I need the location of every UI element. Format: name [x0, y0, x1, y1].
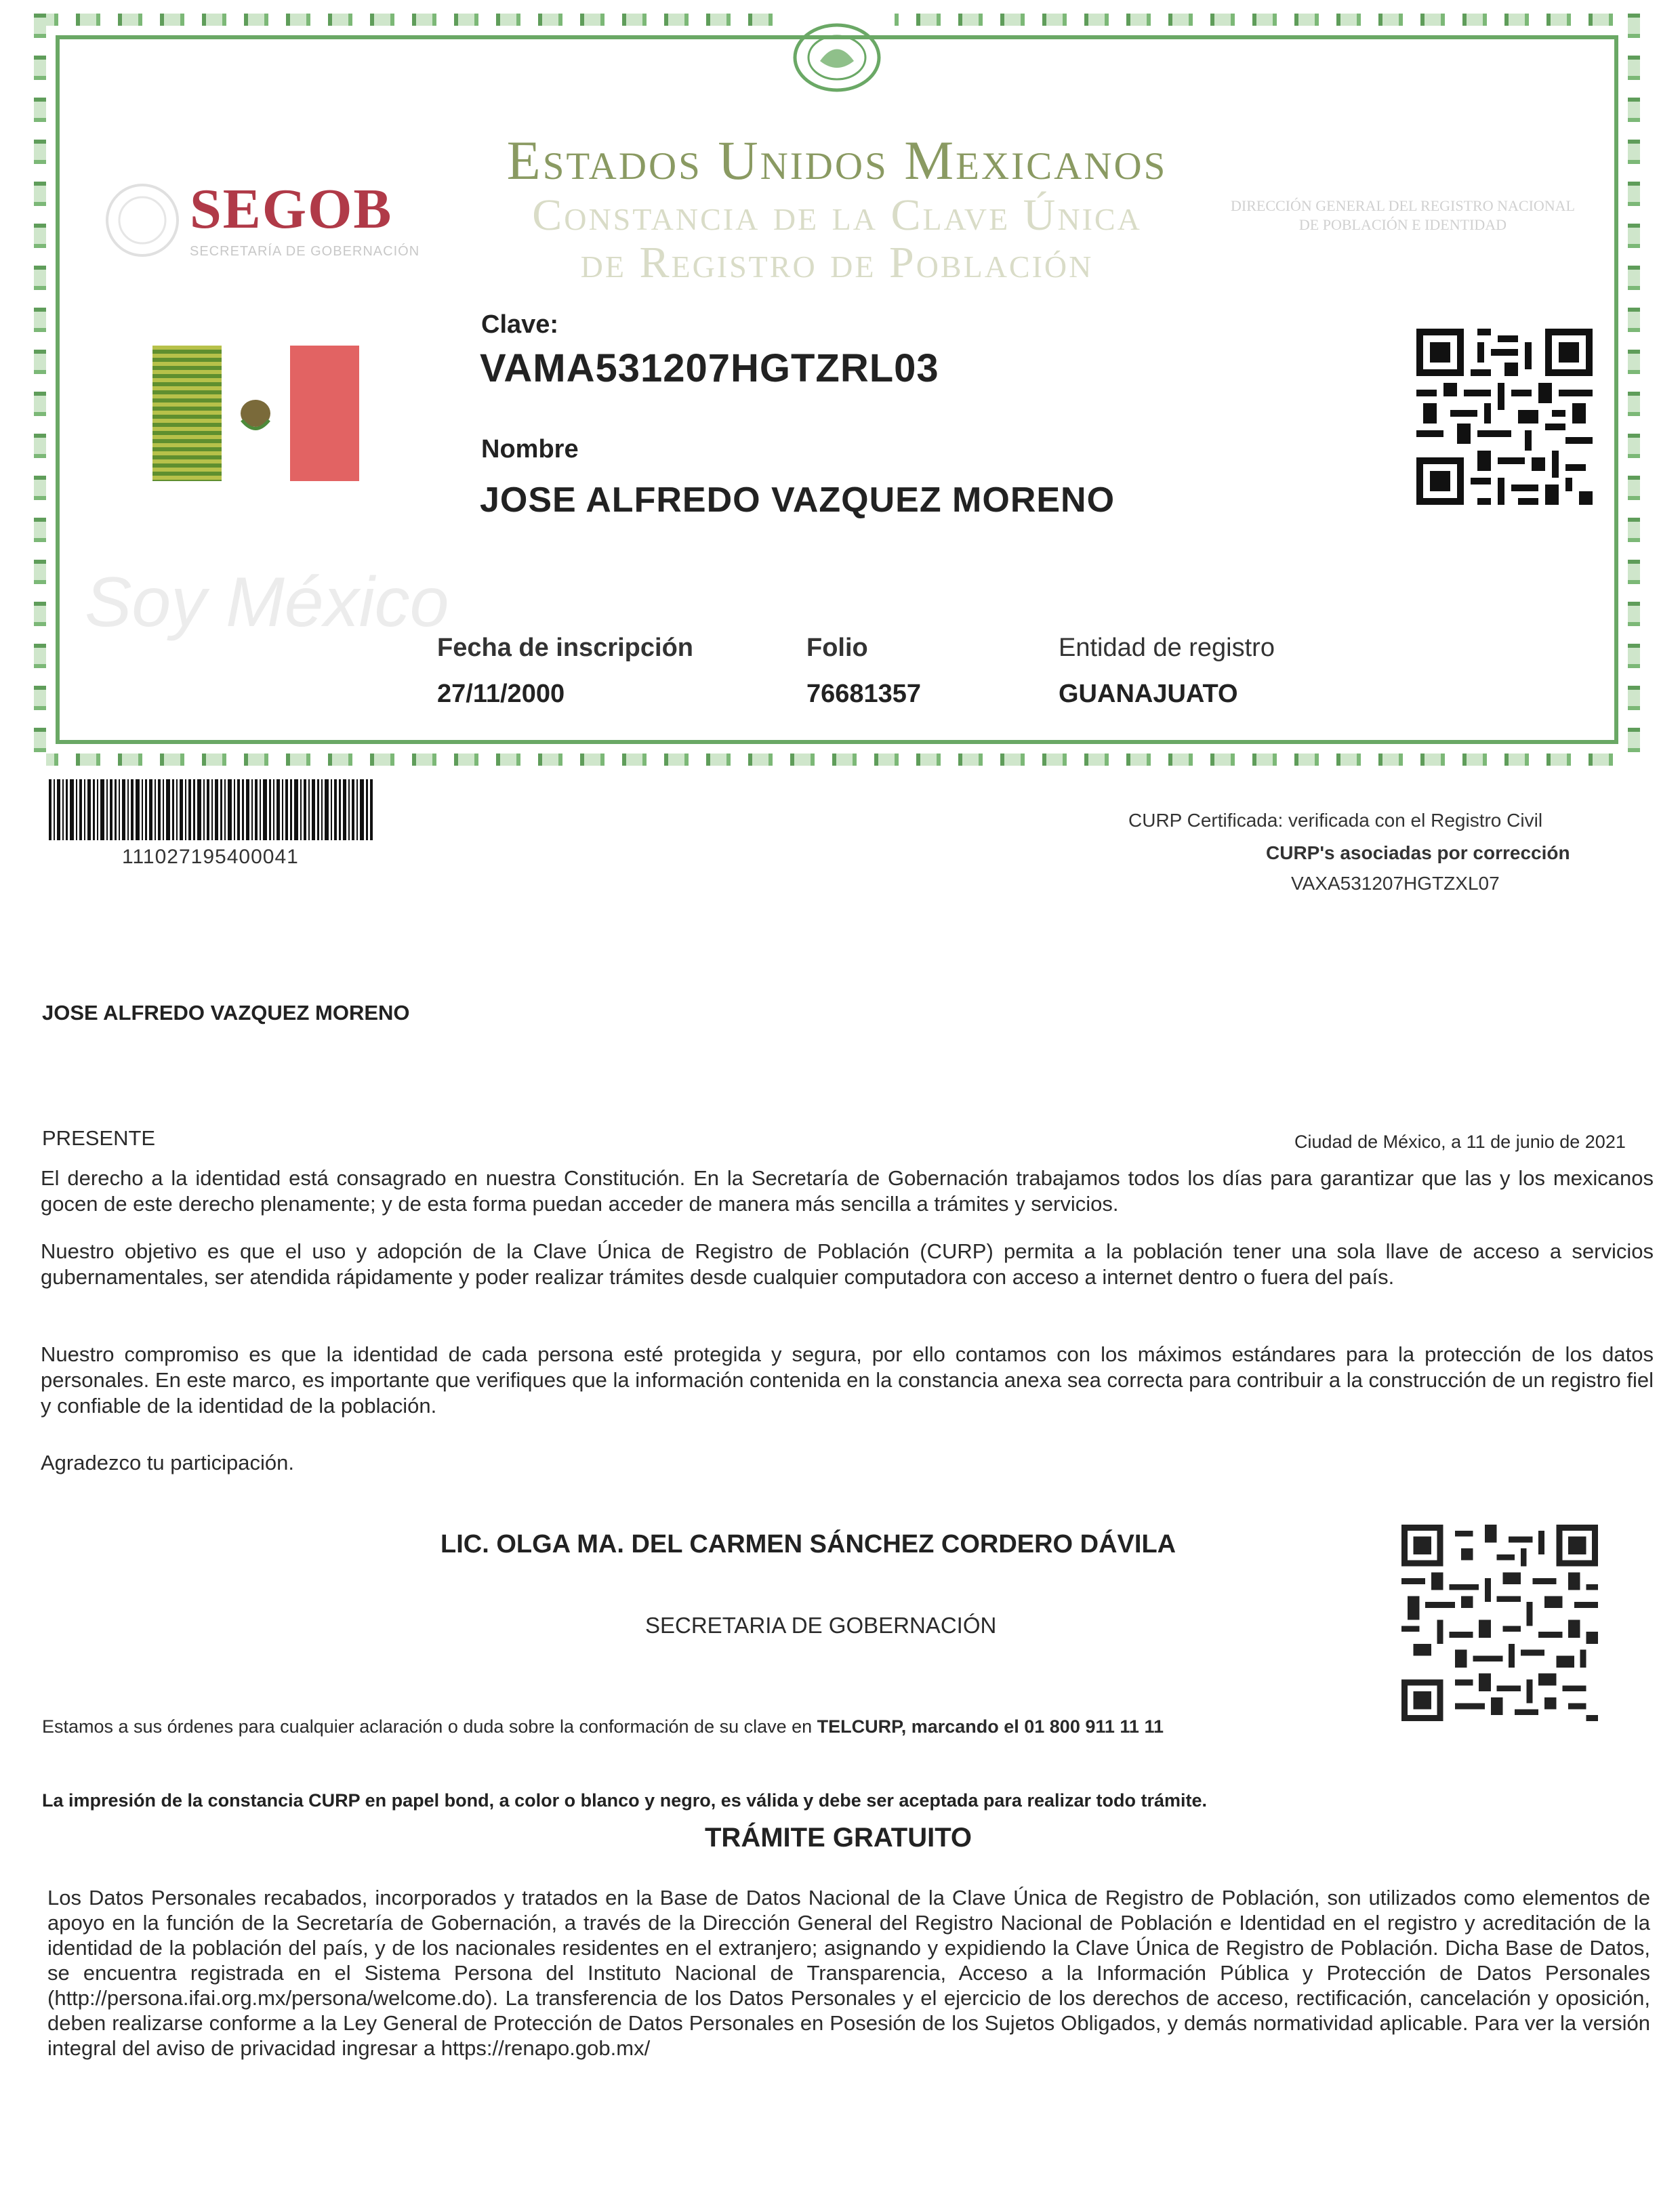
country-title: Estados Unidos Mexicanos	[506, 129, 1168, 191]
place-date: Ciudad de México, a 11 de junio de 2021	[1294, 1132, 1626, 1152]
entidad-value: GUANAJUATO	[1059, 680, 1238, 708]
document-title-line2: de Registro de Población	[580, 238, 1094, 287]
soy-mexico-watermark: Soy México	[85, 563, 449, 642]
signer-name: LIC. OLGA MA. DEL CARMEN SÁNCHEZ CORDERO DÁVILA	[441, 1530, 1176, 1559]
letter-recipient: JOSE ALFREDO VAZQUEZ MORENO	[42, 1001, 410, 1025]
curp-certificate	[34, 14, 1640, 766]
eagle-emblem-icon	[102, 180, 183, 261]
privacy-notice: Los Datos Personales recabados, incorporados y tratados en la Base de Datos Nacional de la Clave Única de Registro de Población, son utilizados como elementos de apoyo en la función de la Secretaría de Gobernación, a través de la Dirección General del Registro Nacional de Población e Identidad en el registro y acreditación de la identidad de la población del país, y de los nacionales residentes en el extranjero; asignando y expidiendo la Clave Única de Registro de Población. Dicha Base de Datos, se encuentra registrada en el Sistema Persona del Instituto Nacional de Transparencia, Acceso a la Información Pública y Protección de Datos Personales (http://persona.ifai.org.mx/persona/welcome.do). La transferencia de los Datos Personales y el ejercicio de los derechos de acceso, rectificación, cancelación y oposición, deben realizarse conforme a la Ley General de Protección de Datos Personales en Posesión de los Sujetos Obligados, y demás normatividad aplicable. Para ver la versión integral del aviso de privacidad ingresar a https://renapo.gob.mx/	[47, 1886, 1650, 2060]
paragraph-4: Agradezco tu participación.	[41, 1451, 294, 1474]
nombre-value: JOSE ALFREDO VAZQUEZ MORENO	[480, 480, 1115, 520]
barcode-icon	[49, 779, 374, 840]
curp-associated-value: VAXA531207HGTZXL07	[1291, 873, 1500, 894]
free-procedure: TRÁMITE GRATUITO	[705, 1823, 972, 1853]
qr-code-signature-icon	[1401, 1525, 1598, 1721]
paragraph-3: Nuestro compromiso es que la identidad de cada persona esté protegida y segura, por ello contamos con los máximos estándares para la protección de los datos personales. En este marco, es importante que verifiques que la información contenida en la constancia anexa sea correcta para contribuir a la construcción de un registro fiel y confiable de la identidad de la población.	[41, 1342, 1654, 1418]
barcode-number: 111027195400041	[122, 846, 299, 868]
curp-certified-status: CURP Certificada: verificada con el Registro Civil	[1128, 810, 1543, 831]
fecha-value: 27/11/2000	[437, 680, 565, 708]
segob-subtitle: SECRETARÍA DE GOBERNACIÓN	[190, 244, 420, 259]
paragraph-2: Nuestro objetivo es que el uso y adopción de la Clave Única de Registro de Población (CURP) permita a la población tener una sola llave de acceso a servicios gubernamentales, ser atendida rápidamente y poder realizar trámites desde cualquier computadora con acceso a internet dentro o fuera del país.	[41, 1239, 1654, 1289]
validity-notice: La impresión de la constancia CURP en papel bond, a color o blanco y negro, es válida y debe ser aceptada para realizar todo trámite.	[42, 1790, 1208, 1811]
mexican-flag	[152, 346, 359, 481]
signer-title: SECRETARIA DE GOBERNACIÓN	[645, 1613, 997, 1638]
registry-name: DIRECCIÓN GENERAL DEL REGISTRO NACIONAL DE POBLACIÓN E IDENTIDAD	[1231, 197, 1575, 233]
contact-line	[42, 1716, 1164, 1737]
entidad-label: Entidad de registro	[1059, 634, 1275, 662]
fecha-label: Fecha de inscripción	[437, 634, 693, 662]
folio-label: Folio	[806, 634, 868, 662]
frame-border-right	[1628, 14, 1640, 766]
frame-border-left	[34, 14, 46, 766]
presente-text: PRESENTE	[42, 1126, 156, 1150]
document-title-line1: Constancia de la Clave Única	[532, 190, 1142, 240]
contact-prefix: Estamos a sus órdenes para cualquier aclaración o duda sobre la conformación de su clave en	[42, 1716, 817, 1737]
qr-code-icon	[1416, 329, 1593, 505]
frame-border-bottom	[34, 754, 1640, 766]
segob-logo: SEGOB	[190, 178, 393, 241]
flag-eagle-icon	[222, 346, 290, 481]
curp-associated-title: CURP's asociadas por corrección	[1266, 842, 1570, 863]
clave-value: VAMA531207HGTZRL03	[480, 346, 939, 390]
contact-telcurp: TELCURP, marcando el 01 800 911 11 11	[817, 1716, 1164, 1737]
national-seal-icon	[779, 14, 895, 95]
folio-value: 76681357	[806, 680, 922, 708]
paragraph-1: El derecho a la identidad está consagrado en nuestra Constitución. En la Secretaría de Gobernación trabajamos todos los días para garantizar que las y los mexicanos gocen de este derecho plenamente; y de esta forma puedan acceder de manera más sencilla a trámites y servicios.	[41, 1166, 1654, 1216]
nombre-label: Nombre	[481, 435, 579, 463]
clave-label: Clave:	[481, 310, 559, 339]
